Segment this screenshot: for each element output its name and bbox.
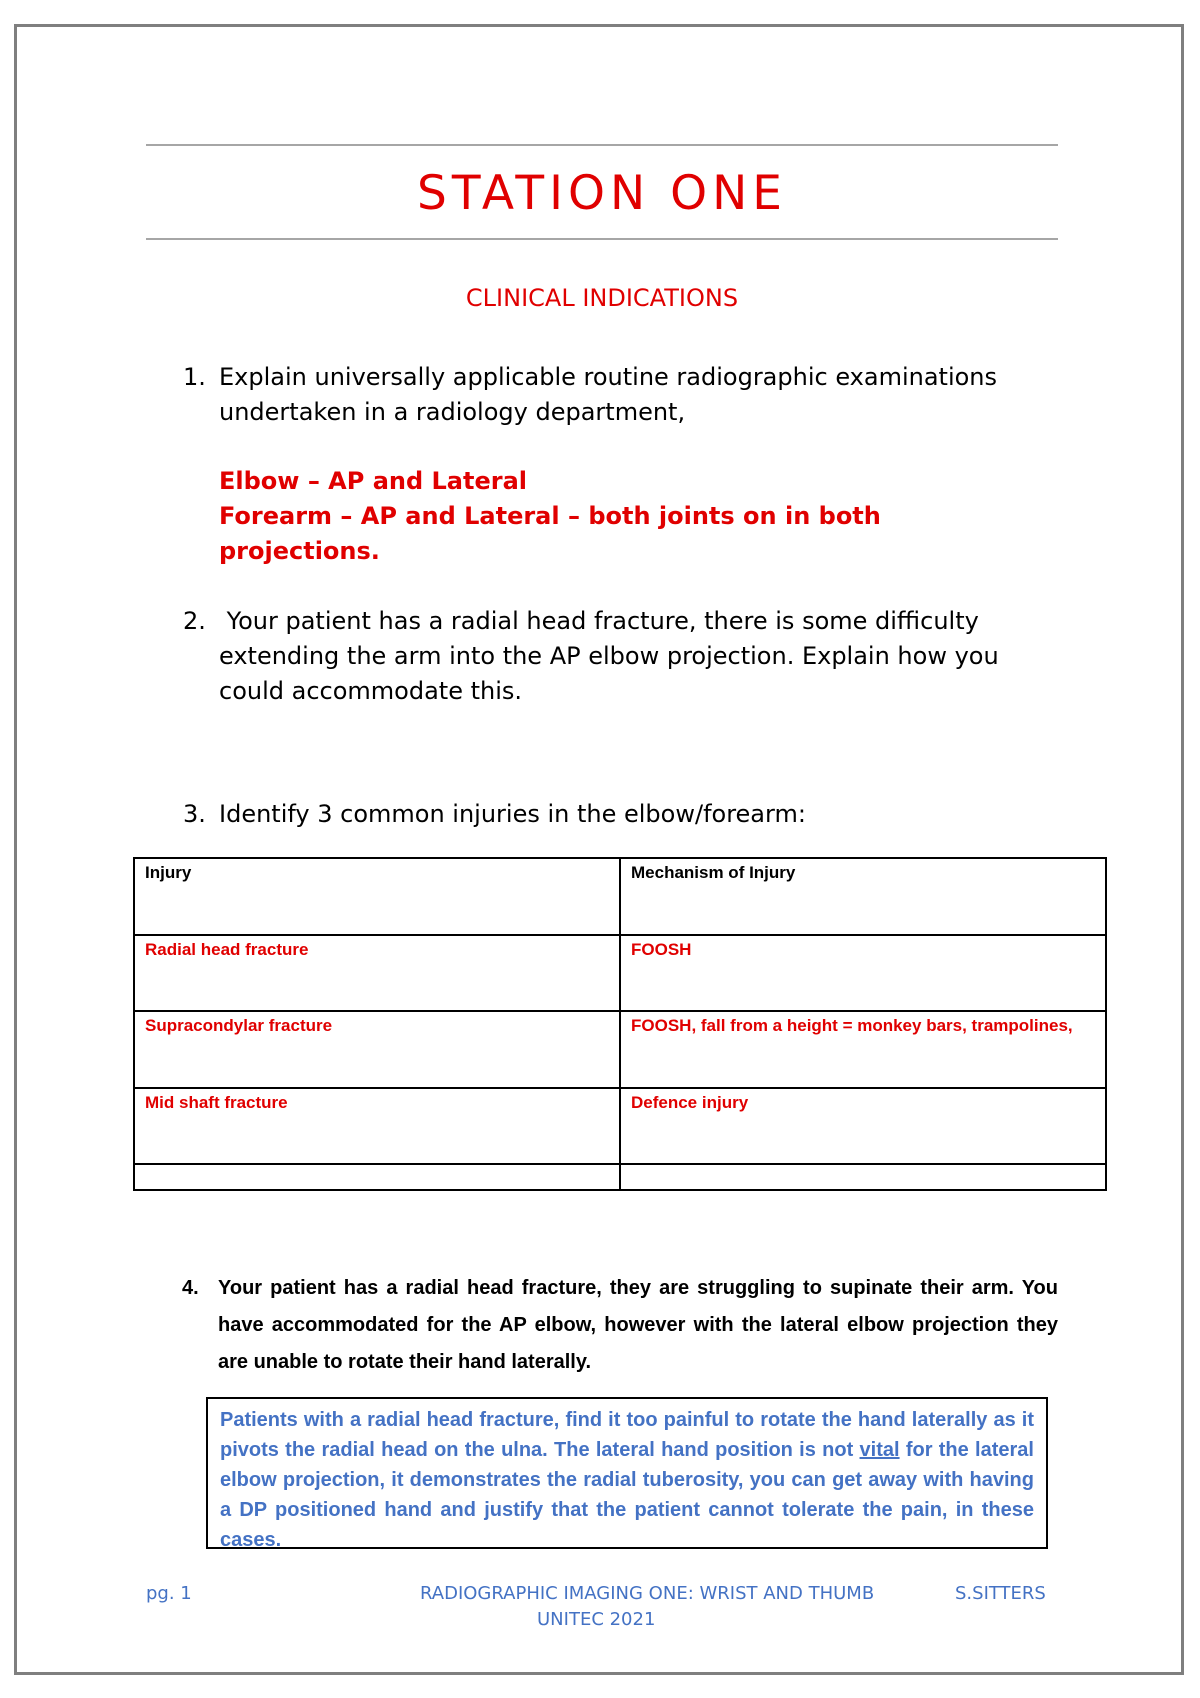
table-row [134, 1011, 1106, 1088]
question-1 [183, 360, 1059, 430]
title-rule-bottom [146, 238, 1058, 240]
injury-cell: Radial head fracture [134, 935, 620, 1012]
footer-author: S.SITTERS [955, 1583, 1046, 1604]
question-number: 2. [183, 607, 206, 635]
title-rule-top [146, 144, 1058, 146]
question-number: 3. [183, 800, 206, 828]
page-title: STATION ONE [417, 166, 787, 221]
answer-line: Forearm – AP and Lateral – both joints on in both [219, 502, 881, 530]
question-2 [183, 604, 1059, 709]
table-row [134, 935, 1106, 1012]
answer-text-after: for the lateral elbow projection, it demonstrates the radial tuberosity, you can get away with having a DP positioned hand and justify that the patient cannot tolerate the pain, in these cases. [220, 1439, 1034, 1551]
footer-org: UNITEC 2021 [537, 1609, 656, 1630]
question-number: 1. [183, 363, 206, 391]
answer-underlined-word: vital [859, 1439, 900, 1461]
question-line: Identify 3 common injuries in the elbow/forearm: [219, 800, 806, 828]
question-4 [182, 1270, 1058, 1381]
mechanism-cell: Defence injury [620, 1088, 1106, 1165]
mechanism-cell: FOOSH [620, 935, 1106, 1012]
injury-cell: Supracondylar fracture [134, 1011, 620, 1088]
mechanism-cell: FOOSH, fall from a height = monkey bars, trampolines, [620, 1011, 1106, 1088]
mechanism-cell [620, 1164, 1106, 1190]
table-row [134, 1164, 1106, 1190]
answer-line: Elbow – AP and Lateral [219, 467, 528, 495]
table-row [134, 1088, 1106, 1165]
answer-4-box [206, 1397, 1048, 1549]
question-line: undertaken in a radiology department, [219, 398, 686, 426]
question-text: Your patient has a radial head fracture, they are struggling to supinate their arm. You have accommodated for the AP elbow, however with the lateral elbow projection they are unable to rotate their hand laterally. [218, 1277, 1058, 1373]
answer-line: projections. [219, 537, 380, 565]
section-subtitle: CLINICAL INDICATIONS [465, 284, 739, 312]
footer-page-number: pg. 1 [146, 1583, 192, 1604]
header-mechanism: Mechanism of Injury [620, 858, 1106, 935]
footer-course: RADIOGRAPHIC IMAGING ONE: WRIST AND THUMB [420, 1583, 875, 1604]
answer-text-before: Patients with a radial head fracture, find it too painful to rotate the hand laterally as it pivots the radial head on the ulna. The lateral hand position is not [220, 1409, 1034, 1461]
question-line: could accommodate this. [219, 677, 523, 705]
question-line: extending the arm into the AP elbow projection. Explain how you [219, 642, 999, 670]
question-line: Your patient has a radial head fracture, there is some difficulty [219, 607, 979, 635]
injury-cell: Mid shaft fracture [134, 1088, 620, 1165]
question-3 [183, 797, 1059, 832]
injury-table [133, 857, 1107, 1191]
injury-cell [134, 1164, 620, 1190]
answer-1 [219, 464, 881, 569]
table-header-row [134, 858, 1106, 935]
question-line: Explain universally applicable routine radiographic examinations [219, 363, 998, 391]
header-injury: Injury [134, 858, 620, 935]
question-number: 4. [182, 1277, 199, 1299]
